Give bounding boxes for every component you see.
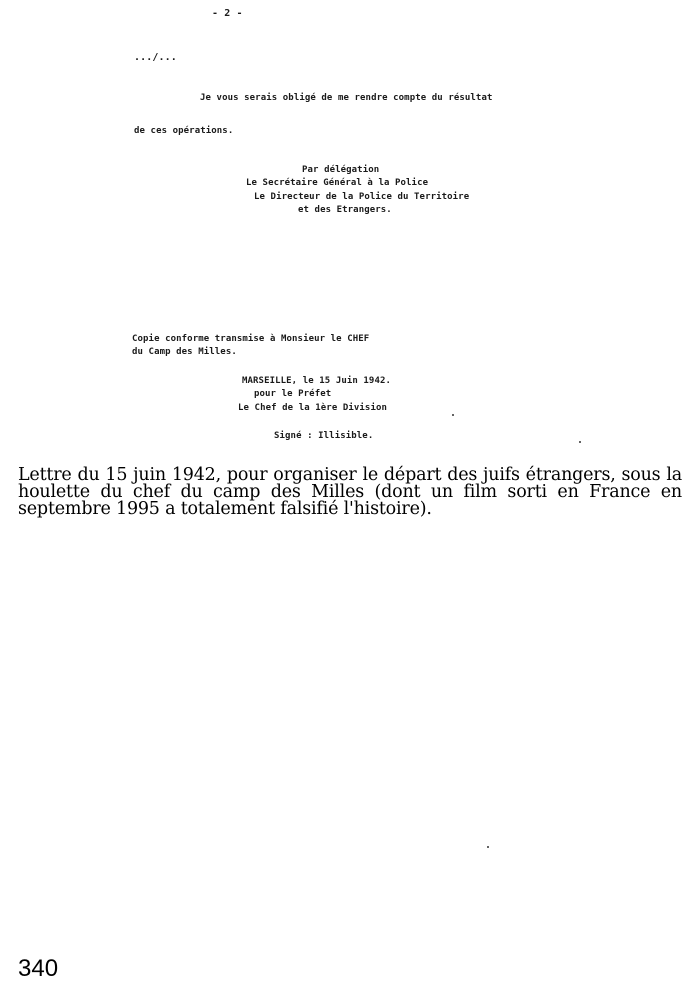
signature-line: et des Etrangers. (298, 205, 392, 215)
letter-page-marker: - 2 - (212, 8, 243, 19)
scan-speck (579, 441, 581, 443)
signed-illegible-line: Signé : Illisible. (274, 431, 374, 441)
scan-speck (487, 846, 489, 848)
prefect-line: pour le Préfet (254, 389, 332, 399)
signature-line: Le Directeur de la Police du Territoire (254, 192, 470, 202)
signature-line: Le Secrétaire Général à la Police (246, 178, 429, 188)
copy-notice-line: du Camp des Milles. (132, 347, 237, 357)
scan-speck (452, 414, 454, 416)
page-number: 340 (18, 955, 59, 982)
place-date-line: MARSEILLE, le 15 Juin 1942. (242, 376, 391, 386)
division-chief-line: Le Chef de la 1ère Division (238, 403, 387, 413)
scanned-letter (0, 0, 700, 460)
letter-continuation-mark: .../... (134, 52, 177, 63)
figure-caption: Lettre du 15 juin 1942, pour organiser le départ des juifs étrangers, sous la houlette du chef du camp des Milles (dont un film sorti en France en septembre 1995 a totalement falsifié l'histoire). (18, 465, 682, 519)
letter-body-line: Je vous serais obligé de me rendre compte du résultat (200, 93, 493, 103)
letter-body-line: de ces opérations. (134, 126, 234, 136)
signature-line: Par délégation (302, 165, 380, 175)
copy-notice-line: Copie conforme transmise à Monsieur le CHEF (132, 334, 370, 344)
